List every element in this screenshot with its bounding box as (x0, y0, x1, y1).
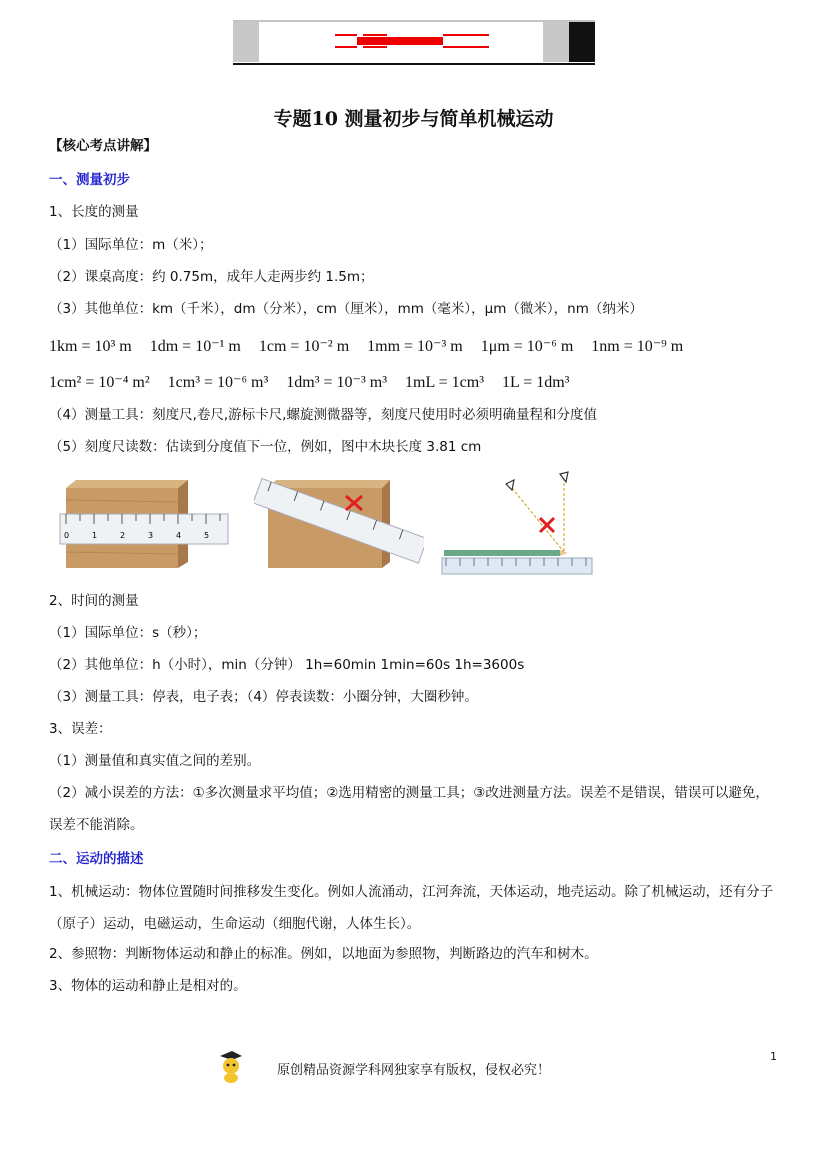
ruler-correct-figure (58, 478, 230, 570)
core-header: 【核心考点讲解】 (49, 138, 157, 154)
error-heading: 3、误差： (49, 721, 112, 737)
reading-angle-figure (440, 466, 594, 578)
conversion: 1nm = 10⁻⁹ m (591, 338, 684, 355)
ruler-tick-label: 0 (64, 531, 70, 540)
length-item: （3）其他单位：km（千米），dm（分米），cm（厘米），mm（毫米），μm（微米），nm（纳米） (49, 301, 643, 317)
conversion: 1cm² = 10⁻⁴ m² (49, 374, 150, 391)
motion-item: 2、参照物：判断物体运动和静止的标准。例如，以地面为参照物，判断路边的汽车和树木。 (49, 946, 598, 962)
time-heading: 2、时间的测量 (49, 593, 139, 609)
time-item: （1）国际单位：s（秒）； (49, 625, 207, 641)
error-item: （2）减小误差的方法：①多次测量求平均值；②选用精密的测量工具；③改进测量方法。误差不是错误，错误可以避免，误差不能消除。 (49, 785, 769, 833)
reading-item: （5）刻度尺读数：估读到分度值下一位，例如，图中木块长度 3.81 cm (49, 439, 482, 455)
ruler-tick-label: 4 (176, 531, 182, 540)
time-item: （2）其他单位：h（小时），min（分钟） 1h=60min 1min=60s 1h=3600s (49, 657, 525, 673)
eye-icon (506, 472, 568, 490)
conversion: 1cm³ = 10⁻⁶ m³ (167, 374, 269, 391)
ruler-tick-label: 2 (120, 531, 126, 540)
page-number: 1 (770, 1050, 777, 1063)
tools-item: （4）测量工具：刻度尺,卷尺,游标卡尺,螺旋测微器等，刻度尺使用时必须明确量程和分度值 (49, 407, 597, 423)
section2-heading: 二、运动的描述 (49, 851, 144, 867)
conversion: 1μm = 10⁻⁶ m (480, 338, 574, 355)
conversion-row-2 (49, 372, 583, 392)
conversion: 1L = 1dm³ (502, 374, 570, 391)
length-heading: 1、长度的测量 (49, 204, 139, 220)
ruler-tick-label: 1 (92, 531, 98, 540)
conversion: 1mm = 10⁻³ m (367, 338, 463, 355)
footer-copyright: 原创精品资源学科网独家享有版权，侵权必究！ (276, 1063, 550, 1078)
ruler-tilted-wrong-figure (254, 476, 424, 576)
motion-item: 1、机械运动：物体位置随时间推移发生变化。例如人流涌动，江河奔流，天体运动，地壳运动。除了机械运动，还有分子（原子）运动，电磁运动，生命运动（细胞代谢，人体生长）。 (49, 884, 774, 932)
motion-item: 3、物体的运动和静止是相对的。 (49, 978, 247, 994)
conversion-row-1 (49, 336, 697, 356)
conversion: 1km = 10³ m (49, 338, 132, 355)
header-banner (233, 20, 595, 66)
page-title: 专题10 测量初步与简单机械运动 (273, 108, 554, 130)
conversion: 1dm = 10⁻¹ m (149, 338, 241, 355)
length-item: （2）课桌高度：约 0.75m，成年人走两步约 1.5m； (49, 269, 374, 285)
conversion: 1cm = 10⁻² m (258, 338, 350, 355)
length-item: （1）国际单位：m（米）； (49, 237, 213, 253)
error-item: （1）测量值和真实值之间的差别。 (49, 753, 261, 769)
conversion: 1mL = 1cm³ (405, 374, 485, 391)
section1-heading: 一、测量初步 (49, 172, 130, 188)
ruler-tick-label: 3 (148, 531, 154, 540)
ruler-tick-label: 5 (204, 531, 210, 540)
time-item: （3）测量工具：停表，电子表；（4）停表读数：小圈分钟，大圈秒钟。 (49, 689, 478, 705)
conversion: 1dm³ = 10⁻³ m³ (286, 374, 388, 391)
